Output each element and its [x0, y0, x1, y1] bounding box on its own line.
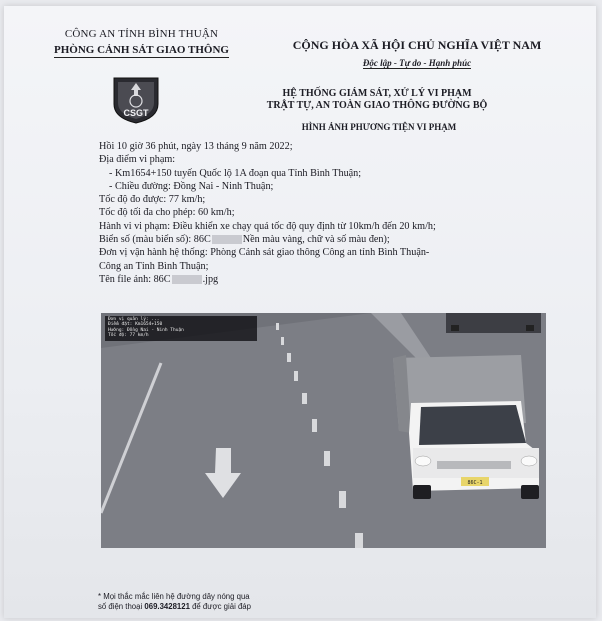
location-km: - Km1654+150 tuyến Quốc lộ 1A đoạn qua Tỉnh Bình Thuận; — [109, 167, 362, 179]
operator-line1: Đơn vị vận hành hệ thống: Phòng Cảnh sát giao thông Công an tỉnh Bình Thuận- — [99, 247, 430, 259]
camera-info-overlay — [105, 316, 257, 341]
agency-department: PHÒNG CẢNH SÁT GIAO THÔNG — [53, 44, 229, 56]
republic-motto: Độc lập - Tự do - Hạnh phúc — [362, 58, 472, 68]
document-page — [4, 6, 596, 618]
footnote-line2 — [98, 602, 328, 612]
file-suffix: .jpg — [202, 273, 219, 285]
license-plate-line — [99, 233, 559, 246]
traffic-police-emblem-icon — [108, 74, 164, 124]
hotline-footnote — [98, 592, 328, 612]
footnote-prefix: số điện thoại — [98, 602, 145, 611]
max-speed: Tốc độ tối đa cho phép: 60 km/h; — [99, 207, 235, 219]
violation-time: Hồi 10 giờ 36 phút, ngày 13 tháng 9 năm 2022; — [99, 141, 293, 152]
file-prefix: Tên file ảnh: 86C — [99, 273, 171, 285]
emblem-lettering: CSGT — [123, 108, 149, 118]
hotline-phone: 069.3428121 — [144, 602, 190, 611]
system-title-line1: HỆ THỐNG GIÁM SÁT, XỬ LÝ VI PHẠM — [282, 88, 472, 99]
operator-line2: Công an Tỉnh Bình Thuận; — [99, 260, 209, 272]
truck-plate-text: 86C-1 — [467, 480, 483, 486]
issuing-agency — [34, 28, 249, 58]
overlay-line: Đơn vị quản lý: ... — [108, 317, 160, 322]
violation-image-title: HÌNH ẢNH PHƯƠNG TIỆN VI PHẠM — [301, 122, 457, 132]
system-title-line2: TRẬT TỰ, AN TOÀN GIAO THÔNG ĐƯỜNG BỘ — [266, 100, 488, 111]
road-scene — [101, 313, 546, 548]
system-title — [222, 88, 532, 112]
plate-prefix: Biển số (màu biển số): 86C — [99, 234, 211, 246]
background-truck — [446, 313, 541, 333]
location-label: Địa điểm vi phạm: — [99, 154, 176, 166]
footnote-suffix: để được giải đáp — [189, 602, 251, 611]
plate-redaction — [212, 235, 242, 244]
plate-suffix: Nền màu vàng, chữ và số màu đen); — [242, 234, 390, 246]
republic-name: CỘNG HÒA XÃ HỘI CHỦ NGHĨA VIỆT NAM — [292, 38, 542, 52]
violation-details — [99, 140, 559, 286]
overlay-line: Điểm đặt: Km1654+150 — [108, 322, 163, 328]
agency-province: CÔNG AN TỈNH BÌNH THUẬN — [64, 28, 219, 40]
road-direction: - Chiều đường: Đồng Nai - Ninh Thuận; — [109, 180, 274, 192]
file-redaction — [172, 275, 202, 284]
violating-truck — [393, 355, 539, 499]
violation-photo — [101, 313, 546, 548]
overlay-line: Hướng: Đồng Nai - Ninh Thuận — [108, 327, 184, 333]
overlay-line: Tốc độ: 77 km/h — [108, 333, 149, 339]
file-name-line — [99, 273, 559, 286]
measured-speed: Tốc độ đo được: 77 km/h; — [99, 194, 206, 206]
violation-behavior: Hành vi vi phạm: Điều khiển xe chạy quá tốc độ quy định từ 10km/h đến 20 km/h; — [99, 220, 436, 232]
national-motto — [272, 38, 562, 71]
footnote-line1: * Mọi thắc mắc liên hệ đường dây nóng qua — [98, 592, 250, 601]
